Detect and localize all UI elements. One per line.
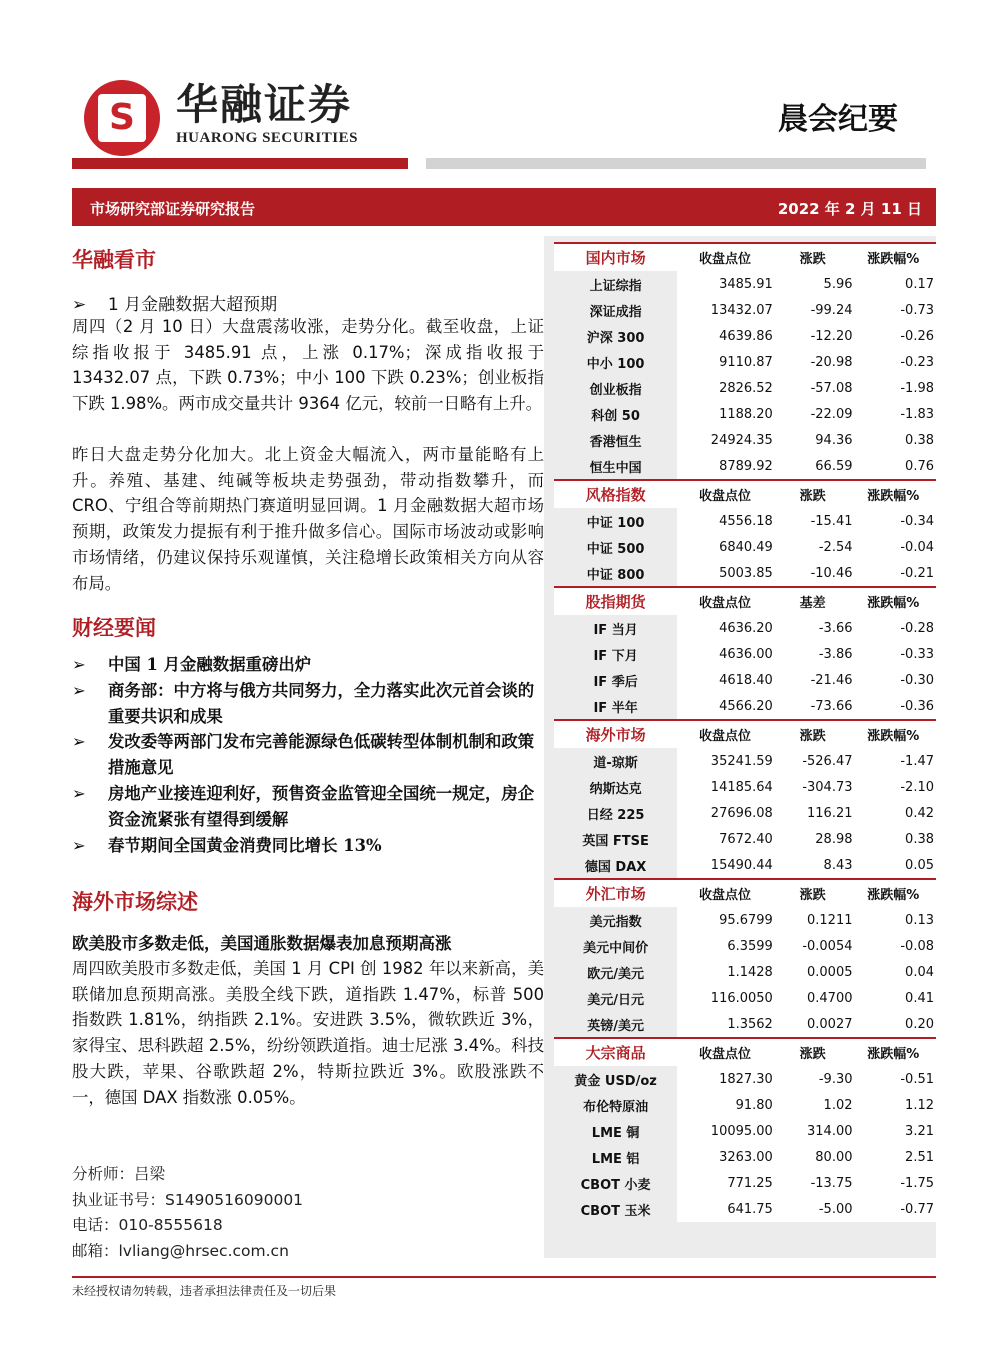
cell-value: -57.08 [773,375,853,401]
cell-value: 14185.64 [677,774,773,800]
cell-value: 6.3599 [677,933,773,959]
cell-value: 6840.49 [677,534,773,560]
cell-value: -0.73 [853,297,937,323]
cell-value: 116.0050 [677,985,773,1011]
cell-value: 1.12 [853,1092,937,1118]
column-header: 收盘点位 [677,720,773,748]
cell-value: 4639.86 [677,323,773,349]
bullet-arrow-icon: ➢ [72,655,86,674]
cell-value: 0.04 [853,959,937,985]
column-header: 收盘点位 [677,1038,773,1066]
cell-value: -0.26 [853,323,937,349]
cell-value: -5.00 [773,1196,853,1222]
column-header: 基差 [773,587,853,615]
table-row [554,907,936,933]
table-row [554,800,936,826]
row-label: 日经 225 [554,800,677,826]
cell-value: 3485.91 [677,271,773,297]
cell-value: 8789.92 [677,453,773,480]
table-row [554,1170,936,1196]
cell-value: -0.30 [853,667,937,693]
table-row [554,401,936,427]
section-name: 股指期货 [554,587,677,615]
cell-value: -0.51 [853,1066,937,1092]
cell-value: 0.76 [853,453,937,480]
table-row [554,560,936,587]
market-view-headline [72,290,277,315]
row-label: 美元指数 [554,907,677,933]
cell-value: 9110.87 [677,349,773,375]
bullet-arrow-icon: ➢ [72,680,86,700]
cell-value: 1827.30 [677,1066,773,1092]
row-label: 中小 100 [554,349,677,375]
row-label: 纳斯达克 [554,774,677,800]
cell-value: 0.41 [853,985,937,1011]
header-bar-gray [426,158,926,169]
analyst-cert: 执业证书号：S1490516090001 [72,1190,304,1209]
bullet-arrow-icon: ➢ [72,835,86,855]
finance-news-list [72,652,546,858]
cell-value: 4636.20 [677,615,773,641]
cell-value: -0.33 [853,641,937,667]
cell-value: 0.05 [853,852,937,879]
market-data-table [554,242,936,1222]
header-bar-red [72,158,408,169]
cell-value: 24924.35 [677,427,773,453]
section-name: 国内市场 [554,243,677,271]
table-section-header [554,1038,936,1066]
logo-glyph: S [109,97,135,138]
analyst-email[interactable]: 邮箱：lvliang@hrsec.com.cn [72,1241,289,1260]
brand-name-cn: 华融证券 [176,80,353,129]
table-row [554,933,936,959]
cell-value: 66.59 [773,453,853,480]
column-header: 涨跌幅% [853,587,937,615]
report-date: 2022 年 2 月 11 日 [777,200,922,218]
cell-value: 27696.08 [677,800,773,826]
cell-value: -9.30 [773,1066,853,1092]
analyst-phone: 电话：010-8555618 [72,1216,223,1234]
row-label: 英国 FTSE [554,826,677,852]
cell-value: 0.38 [853,826,937,852]
cell-value: 5.96 [773,271,853,297]
cell-value: -21.46 [773,667,853,693]
row-label: 沪深 300 [554,323,677,349]
table-row [554,375,936,401]
table-row [554,985,936,1011]
cell-value: 1.02 [773,1092,853,1118]
headline-text: 1 月金融数据大超预期 [107,295,278,315]
cell-value: -0.04 [853,534,937,560]
row-label: 上证综指 [554,271,677,297]
analyst-info [72,1162,303,1264]
table-row [554,774,936,800]
cell-value: -2.10 [853,774,937,800]
cell-value: -0.23 [853,349,937,375]
cell-value: 641.75 [677,1196,773,1222]
row-label: LME 铜 [554,1118,677,1144]
column-header: 涨跌幅% [853,879,937,907]
section-title-overseas: 海外市场综述 [72,889,198,914]
cell-value: 10095.00 [677,1118,773,1144]
section-title-market-view: 华融看市 [72,247,156,272]
row-label: 中证 500 [554,534,677,560]
cell-value: -526.47 [773,748,853,774]
row-label: 道-琼斯 [554,748,677,774]
column-header: 涨跌幅% [853,720,937,748]
cell-value: -0.0054 [773,933,853,959]
cell-value: -1.83 [853,401,937,427]
column-header: 收盘点位 [677,879,773,907]
row-label: 德国 DAX [554,852,677,879]
column-header: 涨跌 [773,720,853,748]
table-row [554,1144,936,1170]
cell-value: 3263.00 [677,1144,773,1170]
table-row [554,826,936,852]
cell-value: 80.00 [773,1144,853,1170]
market-view-paragraph-1: 周四（2 月 10 日）大盘震荡收涨，走势分化。截至收盘，上证综指收报于 3485.91 点，上涨 0.17%；深成指收报于 13432.07 点，下跌 0.73%；中小 100 下跌 0.23%；创业板指下跌 1.98%。两市成交量共计 9364 亿元，较前一日略有上升。 [72,317,544,414]
bullet-arrow-icon: ➢ [72,295,87,315]
row-label: 深证成指 [554,297,677,323]
document-type: 晨会纪要 [778,102,898,137]
row-label: CBOT 玉米 [554,1196,677,1222]
cell-value: 94.36 [773,427,853,453]
column-header: 收盘点位 [677,243,773,271]
report-department: 市场研究部证券研究报告 [90,200,256,218]
logo-inner [98,94,146,142]
column-header: 收盘点位 [677,587,773,615]
row-label: 欧元/美元 [554,959,677,985]
cell-value: 8.43 [773,852,853,879]
row-label: 香港恒生 [554,427,677,453]
cell-value: -304.73 [773,774,853,800]
table-row [554,349,936,375]
row-label: CBOT 小麦 [554,1170,677,1196]
cell-value: -99.24 [773,297,853,323]
row-label: 黄金 USD/oz [554,1066,677,1092]
table-row [554,1118,936,1144]
cell-value: -0.08 [853,933,937,959]
cell-value: 1188.20 [677,401,773,427]
cell-value: 4636.00 [677,641,773,667]
cell-value: 91.80 [677,1092,773,1118]
cell-value: -0.21 [853,560,937,587]
cell-value: -12.20 [773,323,853,349]
column-header: 涨跌幅% [853,1038,937,1066]
cell-value: 2826.52 [677,375,773,401]
overseas-paragraph: 周四欧美股市多数走低，美国 1 月 CPI 创 1982 年以来新高，美联储加息预期高涨。美股全线下跌，道指跌 1.47%，标普 500 指数跌 1.81%，纳指跌 2.1%。安进跌 3.5%，微软跌近 3%，家得宝、思科跌超 2.5%，纷纷领跌道指。迪士尼涨 3.4%。科技股大跌，苹果、谷歌跌超 2%，特斯拉跌近 3%。欧股涨跌不一，德国 DAX 指数涨 0.05%。 [72,959,544,1107]
news-item: ➢ 发改委等两部门发布完善能源绿色低碳转型体制机制和政策措施意见 [72,729,546,781]
table-section-header [554,480,936,508]
table-section-header [554,720,936,748]
table-row [554,323,936,349]
table-section-header [554,587,936,615]
column-header: 涨跌 [773,1038,853,1066]
row-label: 美元/日元 [554,985,677,1011]
cell-value: -1.98 [853,375,937,401]
section-name: 风格指数 [554,480,677,508]
cell-value: -1.75 [853,1170,937,1196]
cell-value: 0.0005 [773,959,853,985]
section-name: 海外市场 [554,720,677,748]
row-label: IF 下月 [554,641,677,667]
column-header: 收盘点位 [677,480,773,508]
cell-value: -15.41 [773,508,853,534]
cell-value: 0.38 [853,427,937,453]
table-row [554,693,936,720]
cell-value: 0.20 [853,1011,937,1038]
bullet-arrow-icon: ➢ [72,732,86,752]
cell-value: 0.1211 [773,907,853,933]
news-item: ➢ 商务部：中方将与俄方共同努力，全力落实此次元首会谈的重要共识和成果 [72,678,546,730]
row-label: 中证 800 [554,560,677,587]
table-row [554,615,936,641]
table-row [554,748,936,774]
table-row [554,1011,936,1038]
table-section-header [554,879,936,907]
column-header: 涨跌 [773,879,853,907]
row-label: IF 当月 [554,615,677,641]
row-label: 英镑/美元 [554,1011,677,1038]
cell-value: -13.75 [773,1170,853,1196]
table-row [554,959,936,985]
table-row [554,1196,936,1222]
cell-value: 7672.40 [677,826,773,852]
row-label: IF 半年 [554,693,677,720]
cell-value: -3.66 [773,615,853,641]
cell-value: -3.86 [773,641,853,667]
cell-value: -1.47 [853,748,937,774]
table-section-header [554,243,936,271]
row-label: 创业板指 [554,375,677,401]
cell-value: -22.09 [773,401,853,427]
cell-value: 0.13 [853,907,937,933]
cell-value: 4566.20 [677,693,773,720]
market-view-paragraph-2: 昨日大盘走势分化加大。北上资金大幅流入，两市量能略有上升。养殖、基建、纯碱等板块走势强劲，带动指数攀升，而 CRO、宁组合等前期热门赛道明显回调。1 月金融数据大超市场预期，政策发力提振有利于推升做多信心。国际市场波动或影响市场情绪，仍建议保持乐观谨慎，关注稳增长政策相关方向从容布局。 [72,445,544,593]
cell-value: -20.98 [773,349,853,375]
cell-value: -0.34 [853,508,937,534]
cell-value: -0.28 [853,615,937,641]
cell-value: 1.1428 [677,959,773,985]
section-name: 外汇市场 [554,879,677,907]
cell-value: 0.0027 [773,1011,853,1038]
table-row [554,297,936,323]
cell-value: 5003.85 [677,560,773,587]
cell-value: 4618.40 [677,667,773,693]
brand-name-en: HUARONG SECURITIES [176,130,358,146]
table-row [554,1066,936,1092]
news-item: ➢ 房地产业接连迎利好，预售资金监管迎全国统一规定，房企资金流紧张有望得到缓解 [72,781,546,833]
cell-value: 1.3562 [677,1011,773,1038]
cell-value: 95.6799 [677,907,773,933]
cell-value: 35241.59 [677,748,773,774]
column-header: 涨跌幅% [853,243,937,271]
table-row [554,508,936,534]
cell-value: 2.51 [853,1144,937,1170]
cell-value: -2.54 [773,534,853,560]
section-name: 大宗商品 [554,1038,677,1066]
cell-value: 0.42 [853,800,937,826]
footer-disclaimer: 未经授权请勿转载，违者承担法律责任及一切后果 [72,1284,337,1298]
cell-value: 314.00 [773,1118,853,1144]
cell-value: -0.36 [853,693,937,720]
cell-value: 28.98 [773,826,853,852]
table-row [554,534,936,560]
news-item: ➢ 春节期间全国黄金消费同比增长 13% [72,833,546,859]
table-row [554,427,936,453]
table-row [554,641,936,667]
footer-rule [72,1276,936,1278]
cell-value: -0.77 [853,1196,937,1222]
cell-value: -10.46 [773,560,853,587]
row-label: 中证 100 [554,508,677,534]
cell-value: 0.4700 [773,985,853,1011]
report-banner [72,188,936,226]
cell-value: 4556.18 [677,508,773,534]
cell-value: 13432.07 [677,297,773,323]
cell-value: 0.17 [853,271,937,297]
cell-value: 116.21 [773,800,853,826]
row-label: 科创 50 [554,401,677,427]
table-row [554,453,936,480]
row-label: 布伦特原油 [554,1092,677,1118]
column-header: 涨跌 [773,243,853,271]
analyst-name: 分析师：吕梁 [72,1165,166,1183]
table-row [554,667,936,693]
cell-value: 3.21 [853,1118,937,1144]
cell-value: 15490.44 [677,852,773,879]
cell-value: -73.66 [773,693,853,720]
table-row [554,852,936,879]
row-label: IF 季后 [554,667,677,693]
bullet-arrow-icon: ➢ [72,783,86,803]
table-row [554,271,936,297]
overseas-subtitle: 欧美股市多数走低，美国通胀数据爆表加息预期高涨 [72,934,452,953]
row-label: 美元中间价 [554,933,677,959]
row-label: LME 铝 [554,1144,677,1170]
table-row [554,1092,936,1118]
column-header: 涨跌幅% [853,480,937,508]
row-label: 恒生中国 [554,453,677,480]
column-header: 涨跌 [773,480,853,508]
section-title-finance-news: 财经要闻 [72,615,156,640]
company-logo [84,80,160,156]
cell-value: 771.25 [677,1170,773,1196]
news-item: ➢ 中国 1 月金融数据重磅出炉 [72,652,546,678]
